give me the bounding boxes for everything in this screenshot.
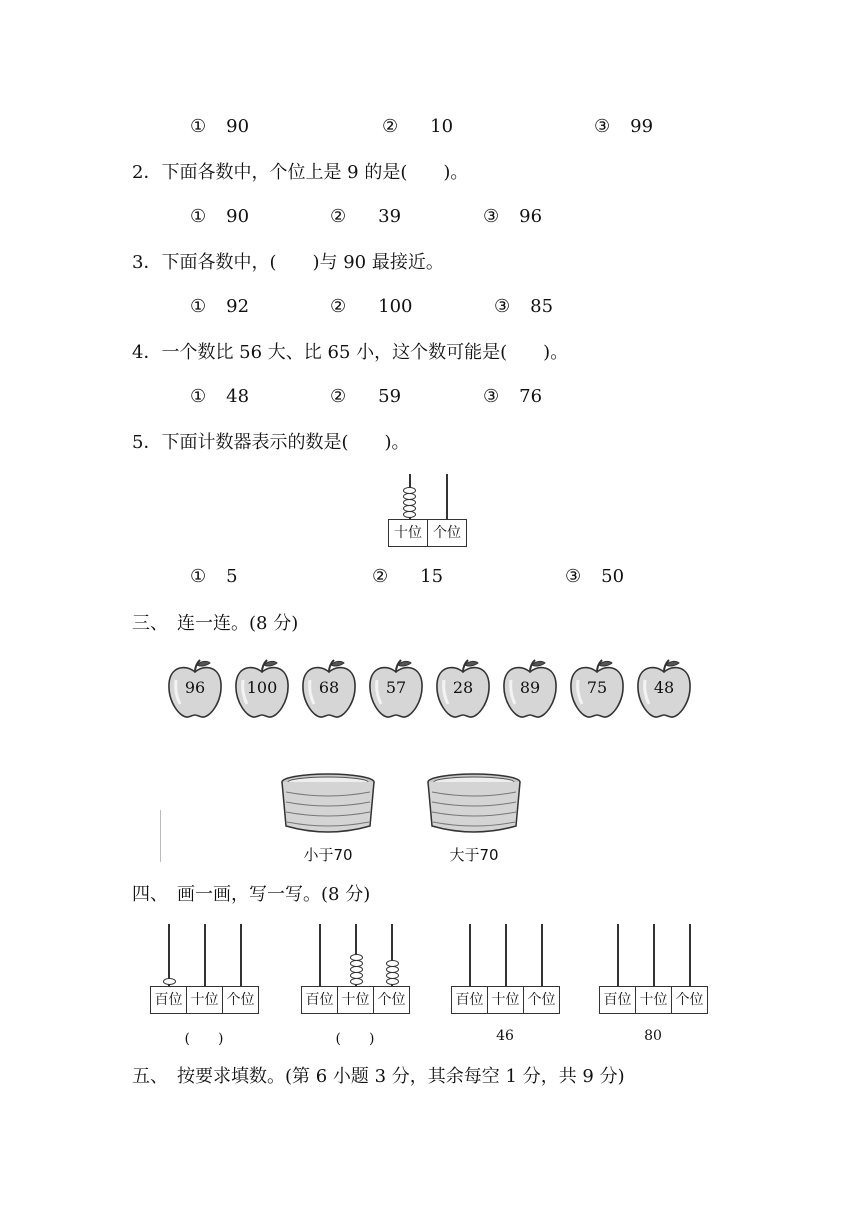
section-3-title: 三、 连一连。(8 分) — [132, 613, 299, 634]
question-5-text: 5．下面计数器表示的数是( )。 — [132, 432, 410, 453]
apple-68[interactable] — [300, 658, 358, 720]
place-value-label: 十位 — [635, 987, 671, 1013]
basket-less-than-70[interactable] — [278, 772, 378, 862]
bead — [350, 960, 363, 967]
apple-number: 75 — [586, 678, 608, 697]
bead — [386, 972, 399, 979]
bead — [350, 978, 363, 985]
basket-label-less-than-70: 小于70 — [303, 846, 353, 864]
place-value-label: 个位 — [523, 987, 559, 1013]
q1-option-3[interactable]: ③ 99 — [594, 116, 654, 137]
counter-rod — [653, 924, 655, 986]
counter-rod — [319, 924, 321, 986]
bead — [403, 499, 416, 506]
q5-counter — [388, 470, 468, 542]
counter-rod — [204, 924, 206, 986]
q1-option-2[interactable]: ② 10 — [382, 116, 454, 137]
apple-number: 96 — [184, 678, 206, 697]
apple-100[interactable] — [233, 658, 291, 720]
apple-number: 28 — [452, 678, 474, 697]
q5-option-1[interactable]: ① 5 — [190, 566, 238, 587]
apple-28[interactable] — [434, 658, 492, 720]
bead — [350, 966, 363, 973]
place-value-box — [599, 986, 708, 1014]
q3-option-1[interactable]: ① 92 — [190, 296, 250, 317]
counter-rod — [617, 924, 619, 986]
q2-option-3[interactable]: ③ 96 — [483, 206, 543, 227]
bead — [350, 954, 363, 961]
bead — [350, 972, 363, 979]
apple-number: 68 — [318, 678, 340, 697]
bead — [403, 505, 416, 512]
counter-4[interactable] — [599, 924, 711, 1048]
basket-icon — [424, 772, 524, 836]
place-value-label: 十位 — [186, 987, 222, 1013]
place-value-label: 个位 — [373, 987, 409, 1013]
place-value-box — [150, 986, 259, 1014]
place-value-label: 个位 — [222, 987, 258, 1013]
q5-ones-rod — [446, 474, 448, 520]
question-2-text: 2．下面各数中，个位上是 9 的是( )。 — [132, 162, 469, 183]
place-value-label: 百位 — [154, 992, 183, 1008]
q3-option-3[interactable]: ③ 85 — [494, 296, 554, 317]
counter-caption[interactable]: ( ) — [335, 1031, 375, 1047]
place-value-label: 百位 — [455, 992, 484, 1008]
section-5-title: 五、 按要求填数。(第 6 小题 3 分，其余每空 1 分，共 9 分) — [132, 1066, 625, 1087]
counter-caption[interactable]: ( ) — [184, 1031, 224, 1047]
place-value-label: 百位 — [603, 992, 632, 1008]
question-3-text: 3．下面各数中，( )与 90 最接近。 — [132, 252, 444, 273]
counter-1[interactable] — [150, 924, 262, 1048]
bead — [403, 493, 416, 500]
q5-option-3[interactable]: ③ 50 — [565, 566, 625, 587]
question-4-text: 4．一个数比 56 大、比 65 小，这个数可能是( )。 — [132, 342, 569, 363]
basket-label-greater-than-70: 大于70 — [449, 846, 499, 864]
apple-57[interactable] — [367, 658, 425, 720]
q2-option-2[interactable]: ② 39 — [330, 206, 402, 227]
bead — [403, 487, 416, 494]
counter-rod — [505, 924, 507, 986]
counter-rod — [240, 924, 242, 986]
counter-rod — [689, 924, 691, 986]
q2-option-1[interactable]: ① 90 — [190, 206, 250, 227]
place-value-box — [301, 986, 410, 1014]
q5-option-2[interactable]: ② 15 — [372, 566, 444, 587]
apple-96[interactable] — [166, 658, 224, 720]
apple-number: 89 — [519, 678, 541, 697]
counter-rod — [469, 924, 471, 986]
counter-caption: 46 — [496, 1028, 514, 1044]
q4-option-2[interactable]: ② 59 — [330, 386, 402, 407]
scan-edge-line — [160, 810, 161, 862]
basket-greater-than-70[interactable] — [424, 772, 524, 862]
apple-48[interactable] — [635, 658, 693, 720]
q3-option-2[interactable]: ② 100 — [330, 296, 413, 317]
apple-number: 48 — [653, 678, 675, 697]
basket-icon — [278, 772, 378, 836]
q4-option-3[interactable]: ③ 76 — [483, 386, 543, 407]
bead — [386, 966, 399, 973]
section-4-title: 四、 画一画，写一写。(8 分) — [132, 884, 371, 905]
q5-label-ones: 个位 — [427, 520, 466, 546]
place-value-box — [451, 986, 560, 1014]
q1-option-1[interactable]: ① 90 — [190, 116, 250, 137]
place-value-label: 十位 — [487, 987, 523, 1013]
apple-75[interactable] — [568, 658, 626, 720]
q5-label-tens: 十位 — [394, 525, 422, 541]
place-value-label: 十位 — [337, 987, 373, 1013]
counter-rod — [168, 924, 170, 986]
counter-caption: 80 — [644, 1028, 662, 1044]
place-value-label: 百位 — [305, 992, 334, 1008]
counter-3[interactable] — [451, 924, 563, 1048]
counter-2[interactable] — [301, 924, 413, 1048]
q4-option-1[interactable]: ① 48 — [190, 386, 250, 407]
apple-89[interactable] — [501, 658, 559, 720]
q5-place-value-box — [388, 519, 467, 547]
bead — [163, 978, 176, 985]
apple-number: 57 — [385, 678, 407, 697]
bead — [386, 978, 399, 985]
bead — [403, 511, 416, 518]
counter-rod — [541, 924, 543, 986]
bead — [386, 960, 399, 967]
apple-number: 100 — [246, 678, 278, 697]
place-value-label: 个位 — [671, 987, 707, 1013]
